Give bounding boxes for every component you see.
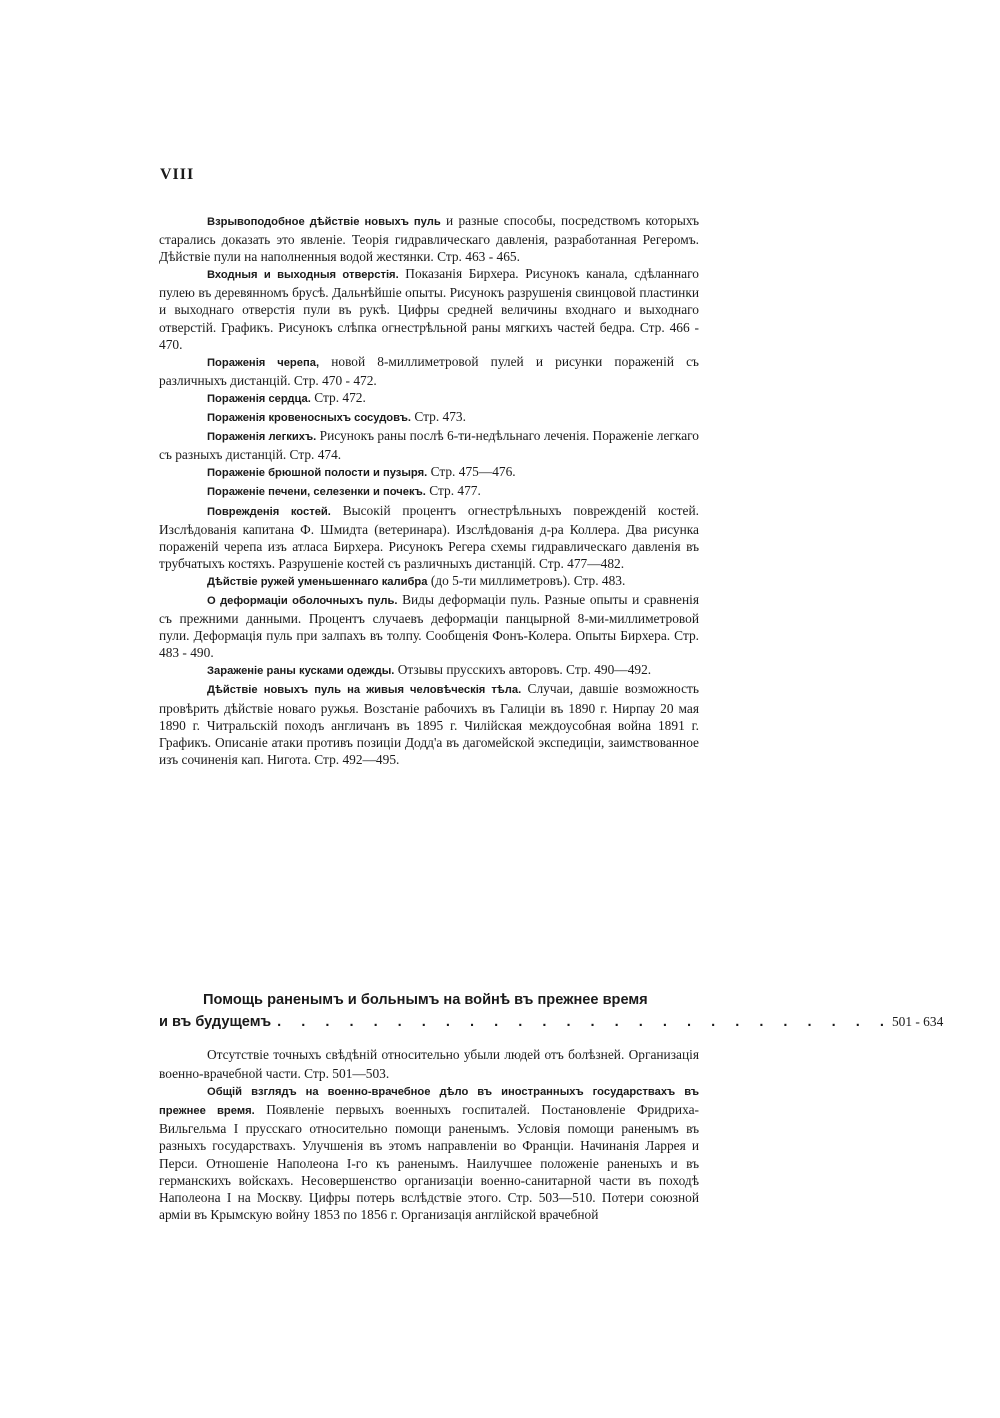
leader-dots: . . . . . . . . . . . . . . . . . . . . . . . . . . bbox=[277, 1014, 892, 1030]
entry-lead: Пораженія кровеносныхъ сосудовъ. bbox=[207, 412, 411, 425]
entry-paragraph bbox=[159, 408, 699, 427]
entry-lead: Зараженіе раны кусками одежды. bbox=[207, 665, 395, 678]
entry-paragraph bbox=[159, 212, 699, 265]
entry-text: Высокій процентъ огнестрѣльныхъ поврежденій костей. Изслѣдованія капитана Ф. Шмидта (ветеринара). Изслѣдованія д-ра Коллера. Два рисунка пораженій черепа изъ атласа Бирхера. Рисунокъ Регера схемы гидравлическаго давленія въ трубчатыхъ костяхъ. Разрушеніе костей съ различныхъ дистанцій. Стр. 477—482. bbox=[159, 502, 699, 571]
chapter-title-line1: Помощь раненымъ и больнымъ на войнѣ въ прежнее время bbox=[203, 992, 648, 1008]
entry-text: Отсутствіе точныхъ свѣдѣній относительно убыли людей отъ болѣзней. Организація военно-врачебной части. Стр. 501—503. bbox=[159, 1047, 699, 1082]
entry-lead: Пораженія легкихъ. bbox=[207, 431, 317, 444]
entry-paragraph bbox=[159, 482, 699, 501]
entry-paragraph bbox=[159, 572, 699, 591]
entry-lead: Пораженіе печени, селезенки и почекъ. bbox=[207, 486, 426, 499]
entry-lead: Поврежденія костей. bbox=[207, 505, 331, 518]
entry-lead: О деформаціи оболочныхъ пуль. bbox=[207, 594, 398, 607]
entry-text: Отзывы прусскихъ авторовъ. Стр. 490—492. bbox=[394, 662, 652, 678]
entry-text: Рисунокъ раны послѣ 6-ти-недѣльнаго леченія. Пораженіе легкаго съ разныхъ дистанцій. Стр. 474. bbox=[159, 428, 700, 463]
entry-lead: Дѣйствіе ружей уменьшеннаго калибра bbox=[207, 575, 428, 588]
entry-text: и разные способы, посредствомъ которыхъ старались доказать это явленіе. Теорія гидравлическаго давленія, разработанная Регеромъ. Дѣйствіе пули на наполненныя водой жестянки. Стр. 463 - 465. bbox=[159, 213, 700, 265]
page-number: VIII bbox=[160, 166, 195, 183]
chapter-heading bbox=[159, 989, 944, 1033]
entry-lead: Пораженія черепа, bbox=[207, 356, 320, 369]
entry-lead: Взрывоподобное дѣйствіе новыхъ пуль bbox=[207, 216, 441, 228]
entry-lead: Общій взглядъ на военно-врачебное дѣло въ иностранныхъ государствахъ въ прежнее время. bbox=[159, 1086, 699, 1118]
chapter-title-line2: и въ будущемъ bbox=[159, 1014, 272, 1030]
entry-text: Стр. 472. bbox=[310, 389, 366, 405]
chapter-page-range: 501 - 634 bbox=[891, 1014, 944, 1029]
entry-text: Стр. 473. bbox=[411, 409, 466, 425]
entry-paragraph bbox=[159, 389, 699, 408]
entry-paragraph bbox=[159, 353, 699, 389]
entry-text: (до 5-ти миллиметровъ). Стр. 483. bbox=[427, 572, 626, 588]
entry-paragraph bbox=[159, 1046, 699, 1082]
entry-paragraph bbox=[159, 680, 699, 767]
section-contents-1 bbox=[159, 212, 699, 768]
entry-paragraph bbox=[159, 1082, 699, 1223]
entry-paragraph bbox=[159, 591, 699, 661]
entry-paragraph bbox=[159, 502, 699, 572]
section-contents-2 bbox=[159, 1046, 699, 1223]
entry-lead: Пораженіе брюшной полости и пузыря. bbox=[207, 467, 428, 480]
entry-text: Стр. 477. bbox=[425, 483, 481, 499]
entry-text: Показанія Бирхера. Рисунокъ канала, сдѣланнаго пулею въ деревянномъ брусѣ. Дальнѣйшіе опыты. Рисунокъ разрушенія свинцовой пластинки и выходнаго отверстія пули въ рукѣ. Цифры средней величины входнаго и выходнаго отверстій. Графикъ. Рисунокъ слѣпка огнестрѣльной раны мягкихъ частей бедра. Стр. 466 - 470. bbox=[159, 266, 699, 352]
entry-lead: Пораженія сердца. bbox=[207, 392, 311, 405]
entry-paragraph bbox=[159, 265, 699, 352]
entry-lead: Дѣйствіе новыхъ пуль на живыя человѣческія тѣла. bbox=[207, 684, 522, 697]
entry-lead: Входныя и выходныя отверстія. bbox=[207, 269, 399, 282]
entry-paragraph bbox=[159, 463, 699, 482]
entry-paragraph bbox=[159, 661, 699, 680]
chapter-title-row bbox=[159, 1011, 944, 1033]
entry-paragraph bbox=[159, 427, 699, 463]
entry-text: Случаи, давшіе возможность провѣрить дѣйствіе новаго ружья. Возстаніе рабочихъ въ Галиціи въ 1890 г. Нирпау 20 мая 1890 г. Читральскій походъ англичанъ въ 1895 г. Чилійская междоусобная война 1891 г. Графикъ. Описаніе атаки противъ позиціи Додд'а въ дагомейской экспедиціи, заимствованное изъ сочиненія кап. Нигота. Стр. 492—495. bbox=[159, 681, 699, 767]
entry-text: Виды деформаціи пуль. Разные опыты и сравненія съ прежними данными. Процентъ случаевъ деформаціи панцырной 8-ми-миллиметровой пули. Деформація пуль при залпахъ въ толпу. Сообщенія Фонъ-Колера. Опыты Бирхера. Стр. 483 - 490. bbox=[159, 591, 699, 661]
entry-text: Стр. 475—476. bbox=[427, 464, 516, 480]
entry-text: Появленіе первыхъ военныхъ госпиталей. Постановленіе Фридриха-Вильгельма I прусскаго относительно помощи раненымъ. Условія помощи раненымъ въ разныхъ государствахъ. Улучшенія въ этомъ направленіи во Франціи. Начинанія Ларрея и Перси. Отношеніе Наполеона I-го къ раненымъ. Наилучшее положеніе раненыхъ и въ германскихъ войскахъ. Несовершенство организаціи военно-санитарной части въ походѣ Наполеона I на Москву. Цифры потерь вслѣдствіе этого. Стр. 503—510. Потери союзной арміи въ Крымскую войну 1853 по 1856 г. Организація англійской врачебной bbox=[159, 1102, 699, 1222]
entry-text: новой 8-миллиметровой пулей и рисунки пораженій съ различныхъ дистанцій. Стр. 470 - 472. bbox=[159, 353, 699, 388]
